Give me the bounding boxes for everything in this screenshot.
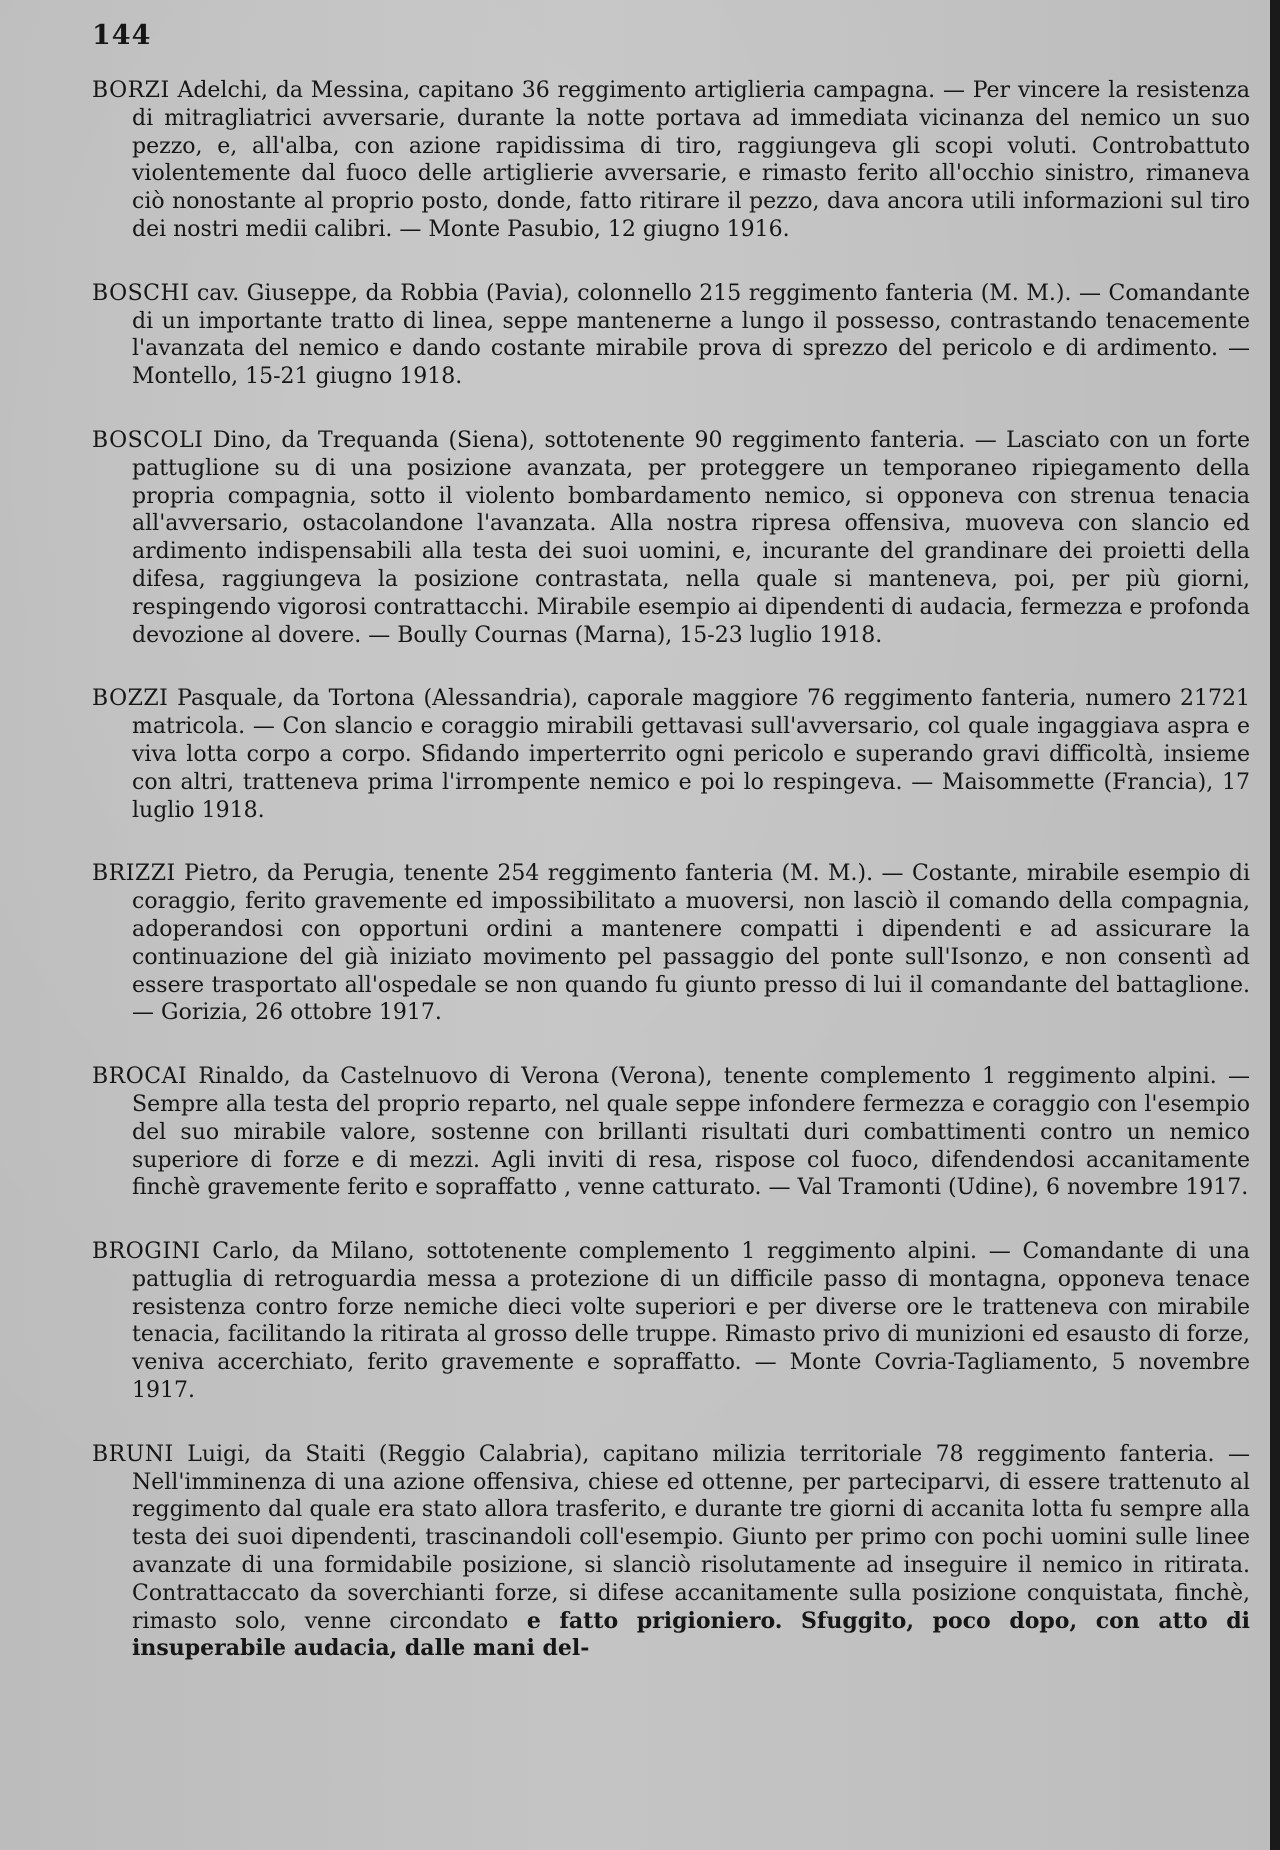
entry-boschi bbox=[92, 280, 1250, 391]
entry-bozzi bbox=[92, 685, 1250, 824]
entry-name: BROCAI bbox=[92, 1064, 188, 1090]
entry-bruni bbox=[92, 1441, 1250, 1663]
entry-text: Carlo, da Milano, sottotenente complemento 1 reggimento alpini. — Comandante di una pattuglia di retroguardia messa a protezione di un difficile passo di montagna, opponeva tenace resistenza contro forze nemiche dieci volte superiori e per diverse ore le tratteneva con mirabile tenacia, facilitando la ritirata al grosso delle truppe. Rimasto privo di munizioni ed esausto di forze, veniva accerchiato, ferito gravemente e sopraffatto. — Monte Covria-Tagliamento, 5 novembre 1917. bbox=[132, 1239, 1250, 1404]
entry-text: Rinaldo, da Castelnuovo di Verona (Verona), tenente complemento 1 reggimento alpini. — Sempre alla testa del proprio reparto, nel quale seppe infondere fermezza e coraggio con l'esempio del suo mirabile valore, sostenne con brillanti risultati duri combattimenti contro un nemico superiore di forze e di mezzi. Agli inviti di resa, rispose col fuoco, difendendosi accanitamente finchè gravemente ferito e sopraffatto , venne catturato. — Val Tramonti (Udine), 6 novembre 1917. bbox=[132, 1064, 1250, 1201]
entry-name: BROGINI bbox=[92, 1239, 201, 1265]
page-number: 144 bbox=[92, 20, 152, 51]
entry-brocai bbox=[92, 1063, 1250, 1202]
entry-boscoli bbox=[92, 427, 1250, 649]
entry-text: Pasquale, da Tortona (Alessandria), caporale maggiore 76 reggimento fanteria, numero 21721 matricola. — Con slancio e coraggio mirabili gettavasi sull'avversario, col quale ingaggiava aspra e viva lotta corpo a corpo. Sfidando imperterrito ogni pericolo e superando gravi difficoltà, insieme con altri, tratteneva prima l'irrompente nemico e poi lo respingeva. — Maisommette (Francia), 17 luglio 1918. bbox=[132, 686, 1250, 823]
entry-brogini bbox=[92, 1238, 1250, 1405]
entry-name: BORZI bbox=[92, 78, 170, 103]
entries-list bbox=[92, 77, 1250, 1663]
entry-text: Adelchi, da Messina, capitano 36 reggimento artiglieria campagna. — Per vincere la resistenza di mitragliatrici avversarie, durante la notte portava ad immediata vicinanza del nemico un suo pezzo, e, all'alba, con azione rapidissima di tiro, raggiungeva gli scopi voluti. Controbattuto violentemente dal fuoco delle artiglierie avversarie, e rimasto ferito all'occhio sinistro, rimaneva ciò nonostante al proprio posto, donde, fatto ritirare il pezzo, dava ancora utili informazioni sul tiro dei nostri medii calibri. — Monte Pasubio, 12 giugno 1916. bbox=[132, 78, 1250, 242]
entry-text: Pietro, da Perugia, tenente 254 reggimento fanteria (M. M.). — Costante, mirabile esempio di coraggio, ferito gravemente ed impossibilitato a muoversi, non lasciò il comando della compagnia, adoperandosi con opportuni ordini a mantenere compatti i dipendenti e ad assicurare la continuazione del già iniziato movimento pel passaggio del ponte sull'Isonzo, e non consentì ad essere trasportato all'ospedale se non quando fu giunto presso di lui il comandante del battaglione. — Gorizia, 26 ottobre 1917. bbox=[132, 861, 1250, 1026]
entry-borzi bbox=[92, 77, 1250, 244]
entry-name: BRUNI bbox=[92, 1441, 174, 1467]
entry-text: Dino, da Trequanda (Siena), sottotenente 90 reggimento fanteria. — Lasciato con un forte pattuglione su di una posizione avanzata, per proteggere un temporaneo ripiegamento della propria compagnia, sotto il violento bombardamento nemico, si opponeva con strenua tenacia all'avversario, ostacolandone l'avanzata. Alla nostra ripresa offensiva, muoveva con slancio ed ardimento indispensabili alla testa dei suoi uomini, e, incurante del grandinare dei proietti della difesa, raggiungeva la posizione contrastata, nella quale si manteneva, poi, per più giorni, respingendo vigorosi contrattacchi. Mirabile esempio ai dipendenti di audacia, fermezza e profonda devozione al dovere. — Boully Cournas (Marna), 15-23 luglio 1918. bbox=[132, 427, 1250, 648]
entry-text-bold-tail: e fatto prigioniero. Sfuggito, poco dopo, con atto di insuperabile audacia, dalle mani del- bbox=[132, 1607, 1250, 1662]
page-edge-shadow bbox=[1270, 0, 1280, 1850]
entry-text: Luigi, da Staiti (Reggio Calabria), capitano milizia territoriale 78 reggimento fanteria. — Nell'imminenza di una azione offensiva, chiese ed ottenne, per parteciparvi, di essere trattenuto al reggimento dal quale era stato allora trasferito, e durante tre giorni di accanita lotta fu sempre alla testa dei suoi dipendenti, trascinandoli coll'esempio. Giunto per primo con pochi uomini sulle linee avanzate di una formidabile posizione, si slanciò risolutamente ad inseguire il nemico in ritirata. Contrattaccato da soverchianti forze, si difese accanitamente sulla posizione conquistata, finchè, rimasto solo, venne circondato bbox=[132, 1441, 1250, 1634]
entry-text: cav. Giuseppe, da Robbia (Pavia), colonnello 215 reggimento fanteria (M. M.). — Comandante di un importante tratto di linea, seppe mantenerne a lungo il possesso, contrastando tenacemente l'avanzata del nemico e dando costante mirabile prova di sprezzo del pericolo e di ardimento. — Montello, 15-21 giugno 1918. bbox=[132, 280, 1250, 390]
entry-brizzi bbox=[92, 860, 1250, 1027]
entry-name: BOSCHI bbox=[92, 280, 190, 306]
entry-name: BOSCOLI bbox=[92, 427, 204, 453]
entry-name: BRIZZI bbox=[92, 861, 176, 887]
entry-name: BOZZI bbox=[92, 686, 169, 712]
